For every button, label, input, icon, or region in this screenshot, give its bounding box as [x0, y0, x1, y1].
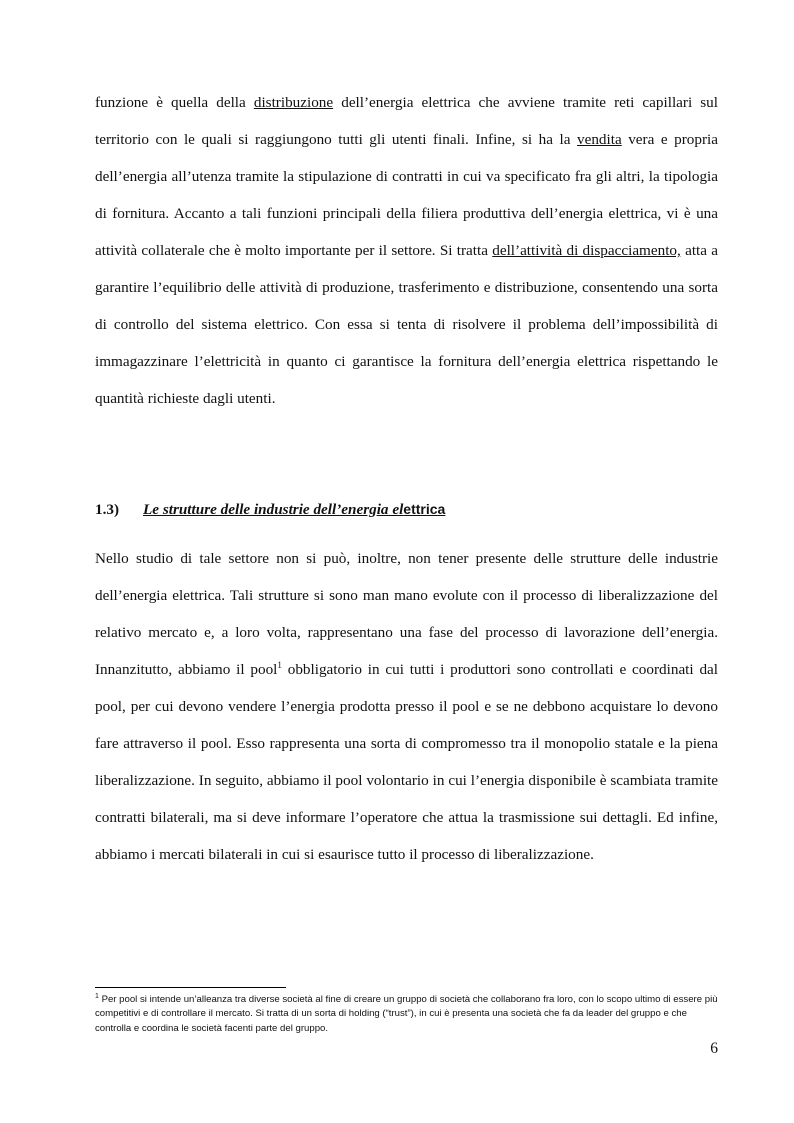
p2-text-1: Nello studio di tale settore non si può, inoltre, non tener presente delle strutture delle industrie dell’energia elettrica. Tali strutture si sono man mano evolute con il processo di liberalizzazione del relativo mercato e, a loro volta, rappresentano una fase del processo di lavorazione dell’energia. Innanzitutto, abbiamo il pool: [95, 550, 718, 678]
p1-underline-vendita: vendita: [576, 131, 622, 148]
p1-text-3: vera e propria dell’energia all’utenza tramite la stipulazione di contratti in cui va specificato fra gli altri, la tipologia di fornitura. Accanto a tali funzioni principali della filiera produttiva dell’energia elettrica, vi è una attività collaterale che è molto importante per il settore. Si tratta: [95, 131, 719, 259]
section-title-tail: ettrica: [403, 501, 446, 517]
body-paragraph-1: [95, 84, 718, 417]
section-title: [143, 501, 445, 518]
section-heading: [95, 496, 445, 523]
section-title-italic: Le strutture delle industrie dell’energia el: [143, 501, 404, 518]
p1-underline-dispacciamento: dell’attività di dispacciamento,: [492, 242, 681, 259]
footnote-marker: 1: [95, 993, 99, 1000]
footnote: [95, 993, 718, 1036]
footnote-reference[interactable]: 1: [277, 660, 282, 670]
section-number: 1.3): [95, 501, 120, 518]
p1-text-2: dell’energia elettrica che avviene tramite reti capillari sul territorio con le quali si raggiungono tutti gli utenti finali. Infine, si ha la: [95, 94, 718, 148]
page-number: 6: [710, 1040, 718, 1057]
footnote-text: Per pool si intende un’alleanza tra diverse società al fine di creare un gruppo di società che collaborano fra loro, con lo scopo ultimo di essere più competitivi e di controllare il mercato. Si tratta di un sorta di holding (“trust”), in cui è presenta una società che fa da leader del gruppo e che controlla e coordina le società facenti parte del gruppo.: [95, 994, 718, 1034]
footnote-separator: [95, 987, 286, 988]
p2-text-2: obbligatorio in cui tutti i produttori sono controllati e coordinati dal pool, per cui devono vendere l’energia prodotta presso il pool e se ne debbono acquistare lo devono fare attraverso il pool. Esso rappresenta una sorta di compromesso tra il monopolio statale e la piena liberalizzazione. In seguito, abbiamo il pool volontario in cui l’energia disponibile è scambiata tramite contratti bilaterali, ma si deve informare l’operatore che attua la trasmissione sui dettagli. Ed infine, abbiamo i mercati bilaterali in cui si esaurisce tutto il processo di liberalizzazione.: [95, 661, 718, 863]
body-paragraph-2: [95, 540, 718, 873]
p1-text-1: funzione è quella della: [95, 94, 254, 111]
p1-underline-distribuzione: distribuzione: [253, 94, 334, 111]
p1-text-4: atta a garantire l’equilibrio delle attività di produzione, trasferimento e distribuzione, consentendo una sorta di controllo del sistema elettrico. Con essa si tenta di risolvere il problema dell’impossibilità di immagazzinare l’elettricità in quanto ci garantisce la fornitura dell’energia elettrica rispettando le quantità richieste dagli utenti.: [95, 242, 718, 407]
